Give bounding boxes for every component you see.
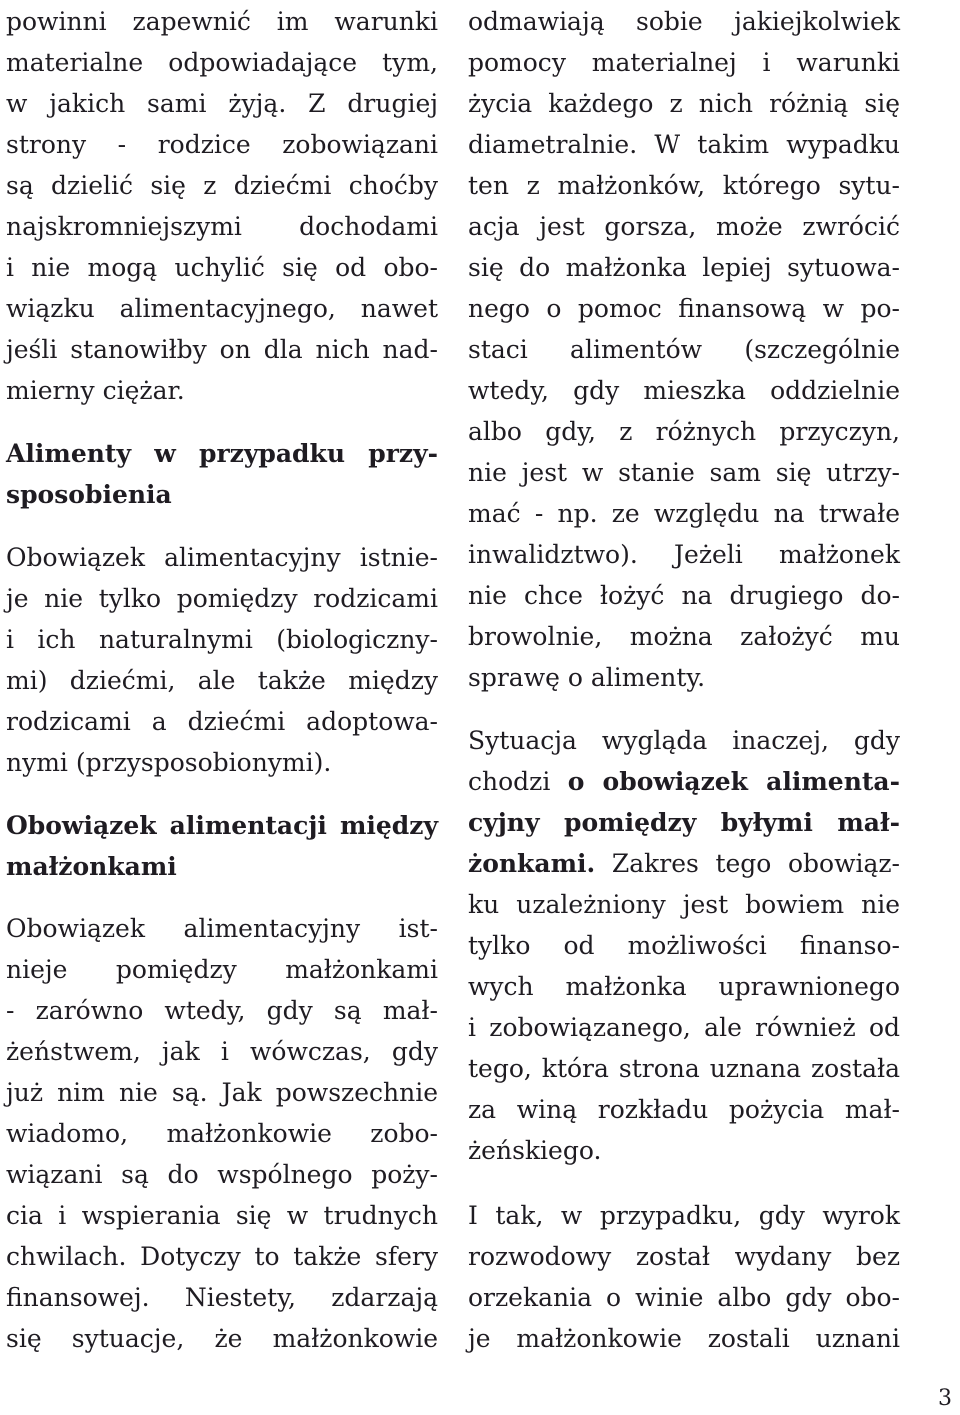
text-line: je nie tylko pomiędzy rodzicami [6, 584, 438, 613]
heading-line: Alimenty w przypadku przy- [6, 439, 438, 468]
text-line: ku uzależniony jest bowiem nie [468, 890, 900, 919]
text-line [468, 761, 900, 802]
bold-phrase: żonkami. [468, 849, 596, 878]
text-line: pomocy materialnej i warunki [468, 48, 900, 77]
text-line: Sytuacja wygląda inaczej, gdy [468, 726, 900, 755]
text-line: finansowej. Niestety, zdarzają [6, 1283, 438, 1312]
text-line: browolnie, można założyć mu [468, 622, 900, 651]
text-line: mierny ciężar. [6, 376, 185, 405]
text-line [468, 843, 900, 884]
text-line: staci alimentów (szczególnie [468, 335, 900, 364]
text-line: już nim nie są. Jak powszechnie [6, 1078, 438, 1107]
text-line: wych małżonka uprawnionego [468, 972, 900, 1001]
text-line: sprawę o alimenty. [468, 663, 706, 692]
text-line: materialne odpowiadające tym, [6, 48, 438, 77]
text-line: inwalidztwo). Jeżeli małżonek [468, 540, 900, 569]
text-line: nymi (przysposobionymi). [6, 748, 332, 777]
text-line: wiązku alimentacyjnego, nawet [6, 294, 438, 323]
text-line: jeśli stanowiłby on dla nich nad- [6, 335, 438, 364]
text-line: diametralnie. W takim wypadku [468, 130, 900, 159]
text-line: nieje pomiędzy małżonkami [6, 955, 438, 984]
text-line: żeństwem, jak i wówczas, gdy [6, 1037, 438, 1066]
heading-line: małżonkami [6, 852, 177, 881]
heading-line: Obowiązek alimentacji między [6, 811, 438, 840]
text-line: mać - np. ze względu na trwałe [468, 499, 900, 528]
text-span: Zakres tego obowiąz- [595, 849, 900, 878]
text-line: albo gdy, z różnych przyczyn, [468, 417, 900, 446]
text-line: Obowiązek alimentacyjny istnie- [6, 543, 438, 572]
text-line: i ich naturalnymi (biologiczny- [6, 625, 438, 654]
text-line: strony - rodzice zobowiązani [6, 130, 438, 159]
text-line: nie chce łożyć na drugiego do- [468, 581, 900, 610]
text-line: ten z małżonków, którego sytu- [468, 171, 900, 200]
text-line: tylko od możliwości finanso- [468, 931, 900, 960]
heading-line: sposobienia [6, 480, 172, 509]
text-line: nego o pomoc finansową w po- [468, 294, 900, 323]
text-line: się do małżonka lepiej sytuowa- [468, 253, 900, 282]
bold-phrase: o obowiązek alimenta- [567, 767, 900, 796]
text-line: orzekania o winie albo gdy obo- [468, 1283, 900, 1312]
text-line: się sytuacje, że małżonkowie [6, 1324, 438, 1353]
text-line: wiadomo, małżonkowie zobo- [6, 1119, 438, 1148]
bold-phrase: cyjny pomiędzy byłymi mał- [468, 808, 900, 837]
text-line: rozwodowy został wydany bez [468, 1242, 900, 1271]
text-line: są dzielić się z dziećmi choćby [6, 171, 438, 200]
text-line [468, 802, 900, 843]
text-line: wiązani są do wspólnego poży- [6, 1160, 438, 1189]
text-line: wtedy, gdy mieszka oddzielnie [468, 376, 900, 405]
text-line: powinni zapewnić im warunki [6, 7, 438, 36]
text-line: i zobowiązanego, ale również od [468, 1013, 900, 1042]
text-line: odmawiają sobie jakiejkolwiek [468, 7, 900, 36]
text-line: tego, która strona uznana została [468, 1054, 900, 1083]
text-line: Obowiązek alimentacyjny ist- [6, 914, 438, 943]
text-line: w jakich sami żyją. Z drugiej [6, 89, 438, 118]
text-line: je małżonkowie zostali uznani [468, 1324, 900, 1353]
text-line: chwilach. Dotyczy to także sfery [6, 1242, 438, 1271]
page-number: 3 [938, 1386, 952, 1411]
text-line: i nie mogą uchylić się od obo- [6, 253, 438, 282]
text-line: acja jest gorsza, może zwrócić [468, 212, 900, 241]
text-line: za winą rozkładu pożycia mał- [468, 1095, 900, 1124]
text-line: żeńskiego. [468, 1136, 602, 1165]
text-line: I tak, w przypadku, gdy wyrok [468, 1201, 900, 1230]
text-span: chodzi [468, 767, 568, 796]
text-line: życia każdego z nich różnią się [468, 89, 900, 118]
text-line: cia i wspierania się w trudnych [6, 1201, 438, 1230]
text-line: najskromniejszymi dochodami [6, 212, 438, 241]
text-line: mi) dziećmi, ale także między [6, 666, 438, 695]
text-line: nie jest w stanie sam się utrzy- [468, 458, 900, 487]
text-line: - zarówno wtedy, gdy są mał- [6, 996, 438, 1025]
text-line: rodzicami a dziećmi adoptowa- [6, 707, 438, 736]
